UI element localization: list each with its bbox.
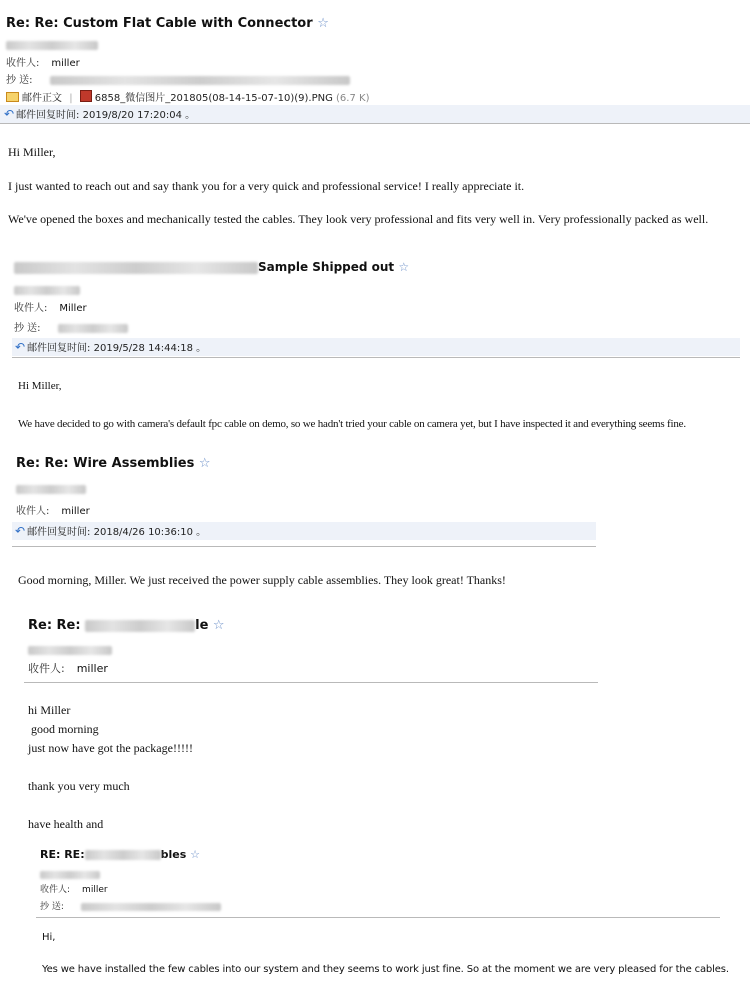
email4-to-row: 收件人: miller xyxy=(28,662,108,675)
email5-greeting: Hi, xyxy=(42,932,56,943)
email5-subject: RE: RE: bles ☆ xyxy=(40,848,200,861)
email2-para1: We have decided to go with camera's default fpc cable on demo, so we hadn't tried your cable on camera yet, but I have inspected it and everything seems fine. xyxy=(18,418,686,430)
email3-sender-redacted xyxy=(16,481,86,499)
star-icon[interactable]: ☆ xyxy=(190,848,200,861)
email2-subject: Sample Shipped out ☆ xyxy=(14,260,409,274)
divider xyxy=(12,546,596,547)
subject-redacted xyxy=(14,262,258,274)
reply-icon: ↶ xyxy=(15,524,26,538)
email3-to-row: 收件人: miller xyxy=(16,506,90,517)
attachment-link[interactable]: 6858_微信图片_201805(08-14-15-07-10)(9).PNG (6.7 K) xyxy=(80,93,370,104)
divider xyxy=(24,682,598,683)
email2-reply-bar: ↶ 邮件回复时间: 2019/5/28 14:44:18 。 xyxy=(12,338,740,356)
email4-line1: hi Miller xyxy=(28,703,71,717)
email5-to-row: 收件人: miller xyxy=(40,885,108,895)
email1-greeting: Hi Miller, xyxy=(8,145,56,159)
star-icon[interactable]: ☆ xyxy=(198,456,211,471)
email5-cc-row: 抄 送: xyxy=(40,899,221,912)
email1-para1: I just wanted to reach out and say thank you for a very quick and professional service! I really appreciate it. xyxy=(8,179,525,193)
cc-redacted xyxy=(81,903,221,911)
email1-to-row: 收件人: miller xyxy=(6,58,80,69)
reply-icon: ↶ xyxy=(15,340,26,354)
email1-reply-bar: ↶ 邮件回复时间: 2019/8/20 17:20:04 。 xyxy=(0,105,750,123)
email2-cc-row: 抄 送: xyxy=(14,319,128,334)
email3-subject: Re: Re: Wire Assemblies ☆ xyxy=(16,456,211,471)
email4-line4: thank you very much xyxy=(28,779,130,793)
star-icon[interactable]: ☆ xyxy=(212,618,225,633)
divider xyxy=(12,357,740,358)
cc-redacted xyxy=(58,324,128,333)
email2-greeting: Hi Miller, xyxy=(18,380,62,392)
body-tab[interactable]: 邮件正文 xyxy=(6,93,62,104)
email1-para2: We've opened the boxes and mechanically tested the cables. They look very professional and fits very well in. Very professionally packed as well. xyxy=(8,212,709,226)
email3-para1: Good morning, Miller. We just received the power supply cable assemblies. They look great! Thanks! xyxy=(18,573,506,587)
email1-toolbar: 邮件正文 | 6858_微信图片_201805(08-14-15-07-10)(9).PNG (6.7 K) xyxy=(6,89,369,104)
email4-line2: good morning xyxy=(28,722,99,736)
email1-cc-row: 抄 送: xyxy=(6,71,350,86)
envelope-icon xyxy=(6,92,19,102)
email4-sender-redacted xyxy=(28,642,112,660)
email5-para1: Yes we have installed the few cables into our system and they seems to work just fine. So at the moment we are very pleased for the cables. xyxy=(42,964,729,975)
subject-redacted xyxy=(85,620,195,632)
subject-redacted xyxy=(85,850,161,860)
email4-line3: just now have got the package!!!!! xyxy=(28,741,193,755)
email1-sender-redacted xyxy=(6,37,98,55)
email3-reply-bar: ↶ 邮件回复时间: 2018/4/26 10:36:10 。 xyxy=(12,522,596,540)
divider xyxy=(36,917,720,918)
email1-subject: Re: Re: Custom Flat Cable with Connector ☆ xyxy=(6,16,329,31)
divider xyxy=(0,123,750,124)
reply-icon: ↶ xyxy=(4,107,15,121)
email4-subject: Re: Re: le ☆ xyxy=(28,618,225,633)
email2-to-row: 收件人: Miller xyxy=(14,303,87,314)
star-icon[interactable]: ☆ xyxy=(317,16,329,31)
cc-redacted xyxy=(50,76,350,85)
email4-line5: have health and xyxy=(28,817,104,831)
email2-sender-redacted xyxy=(14,282,80,300)
star-icon[interactable]: ☆ xyxy=(398,260,410,274)
image-file-icon xyxy=(80,90,92,102)
